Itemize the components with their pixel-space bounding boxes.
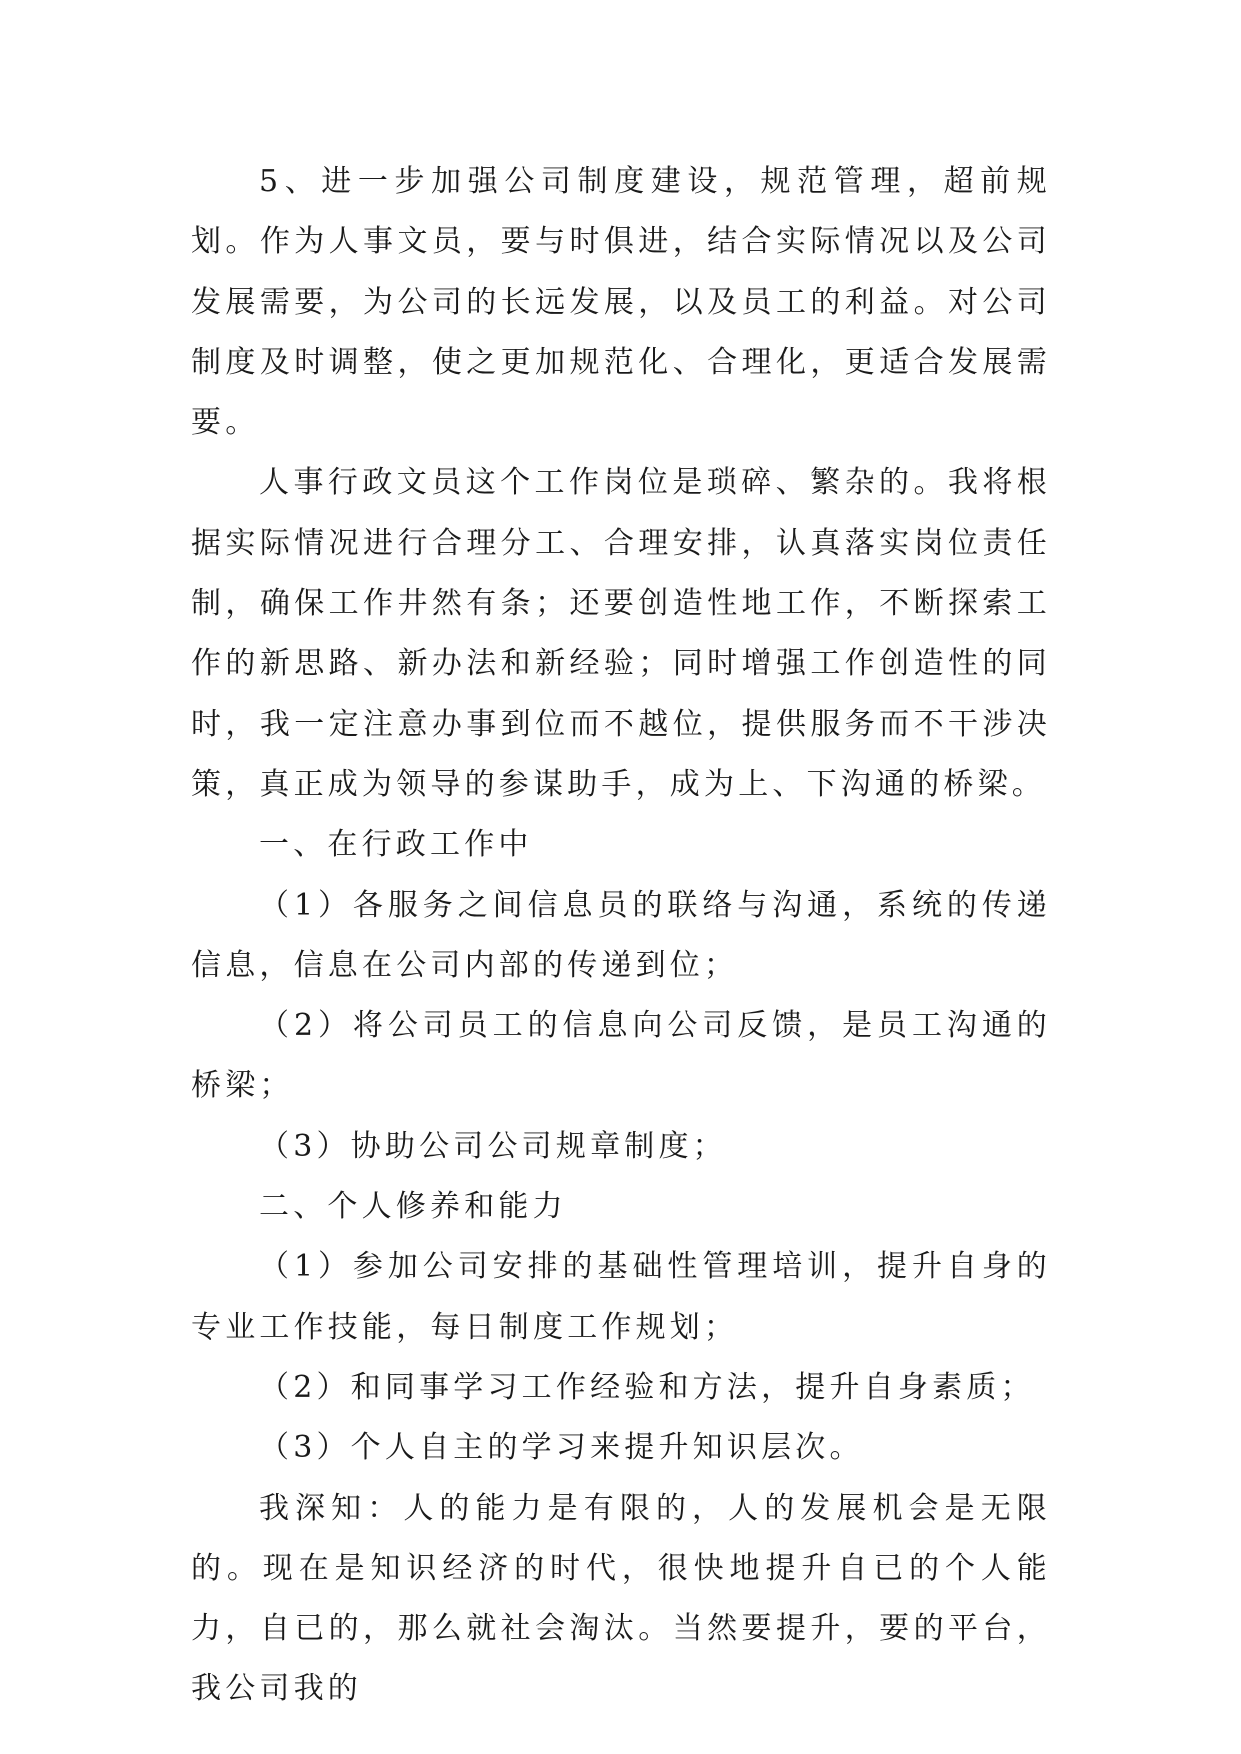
list-item-admin-2: （2）将公司员工的信息向公司反馈，是员工沟通的桥梁； [191, 1008, 1051, 1104]
list-item-personal-2: （2）和同事学习工作经验和方法，提升自身素质； [259, 1369, 1035, 1405]
heading-personal-ability: 二、个人修养和能力 [259, 1189, 567, 1225]
list-item-admin-1: （1）各服务之间信息员的联络与沟通，系统的传递信息，信息在公司内部的传递到位； [191, 887, 1051, 983]
heading-admin-work: 一、在行政工作中 [259, 827, 533, 863]
list-item-personal-3: （3）个人自主的学习来提升知识层次。 [259, 1430, 864, 1466]
document-body [191, 152, 1051, 1720]
paragraph-system-building: 5、进一步加强公司制度建设，规范管理，超前规划。作为人事文员，要与时俱进，结合实际情况以及公司发展需要，为公司的长远发展，以及员工的利益。对公司制度及时调整，使之更加规范化、合理化，更适合发展需要。 [191, 164, 1051, 441]
list-item-admin-3: （3）协助公司公司规章制度； [259, 1128, 727, 1164]
paragraph-role-description: 人事行政文员这个工作岗位是琐碎、繁杂的。我将根据实际情况进行合理分工、合理安排，认真落实岗位责任制，确保工作井然有条；还要创造性地工作，不断探索工作的新思路、新办法和新经验；同时增强工作创造性的同时，我一定注意办事到位而不越位，提供服务而不干涉决策，真正成为领导的参谋助手，成为上、下沟通的桥梁。 [191, 465, 1051, 802]
list-item-personal-1: （1）参加公司安排的基础性管理培训，提升自身的专业工作技能，每日制度工作规划； [191, 1249, 1051, 1345]
paragraph-self-awareness: 我深知：人的能力是有限的，人的发展机会是无限的。现在是知识经济的时代，很快地提升自已的个人能力，自已的，那么就社会淘汰。当然要提升，要的平台，我公司我的 [191, 1490, 1051, 1707]
